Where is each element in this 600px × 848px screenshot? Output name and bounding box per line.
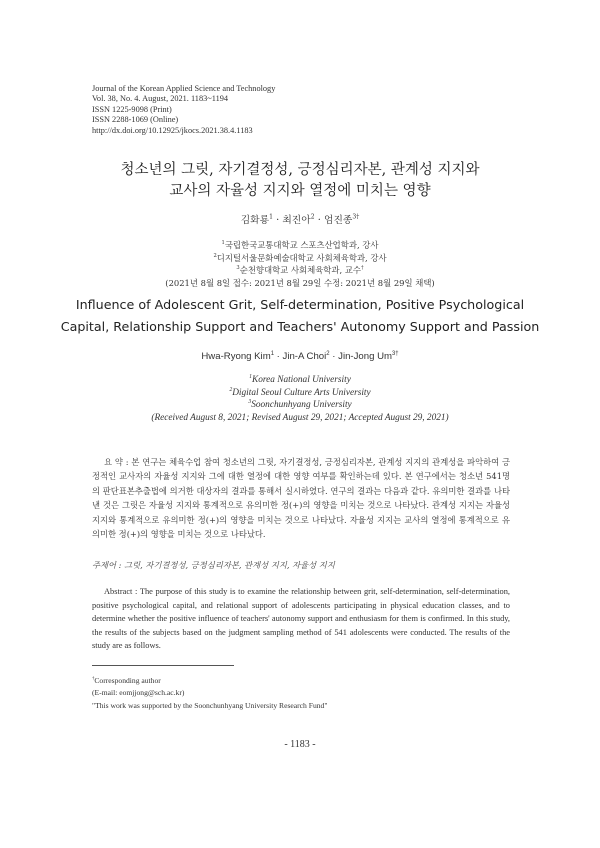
english-title-line-2: Capital, Relationship Support and Teachers' Autonomy Support and Passion [60,319,540,334]
author-sup: 2 [326,350,330,357]
korean-abstract [92,455,510,541]
author-name: Hwa-Ryong Kim [201,351,271,362]
english-abstract-text: The purpose of this study is to examine the relationship between grit, self-determination, self-determination, positive psychological capital, and relational support of adolescents participating in physical education classes, and to determine whether the positive influence of teachers' autonomy support and enthusiasm for them is confirmed. In this study, the results of the subjects based on the judgment sampling method of 541 adolescents were conducted. The results of the study are as follows. [92,587,510,651]
english-abstract-label: Abstract : [104,587,138,596]
korean-abstract-text: 본 연구는 체육수업 참여 청소년의 그릿, 자기결정성, 긍정심리자본, 관계성 지지의 관계성을 파악하여 긍정적인 교사자의 자율성 지지와 그에 대한 열정에 대한 영향 여부를 확인하는데 있다. 본 연구에서는 청소년 541명의 판단표본추출법에 의거한 대상자의 결과를 통해서 실시하였다. 연구의 결과는 다음과 같다. 유의미한 결과를 나타낸 것은 그릿은 자율성 지지와 통계적으로 유의미한 정(+)의 영향을 미치는 것으로 나타났다. 관계성 지지는 자율성 지지와 통계적으로 유의미한 정(+)의 영향을 미치는 것으로 나타났다. 자율성 지지는 교사의 열정에 통계적으로 유의미한 정(+)의 영향을 미치는 것으로 나타났다. [92,457,510,540]
journal-header [92,84,492,136]
affiliation [0,399,600,412]
english-abstract [92,585,510,653]
affiliation [0,252,600,265]
author-sup: 1 [270,350,274,357]
affiliation-sup: 3 [236,265,240,272]
footnotes [92,675,512,712]
english-title-line-1: Influence of Adolescent Grit, Self-determination, Positive Psychological [75,297,525,312]
affiliation-text: 디지털서울문화예술대학교 사회체육학과, 강사 [216,252,387,263]
affiliation-text: Digital Seoul Culture Arts University [232,387,371,398]
english-title [40,294,560,338]
keywords-text: 그릿, 자기결정성, 긍정심리자본, 관계성 지지, 자율성 지지 [124,560,335,570]
korean-affiliations [0,239,600,289]
affiliation [0,239,600,252]
affiliation-sup: 3 [248,399,252,406]
affiliation [0,374,600,387]
author-sup: 3† [352,213,360,221]
journal-volume: Vol. 38, No. 4. August, 2021. 1183~1194 [92,94,229,104]
author-name: 엄진종 [323,215,353,226]
korean-title-line-1: 청소년의 그릿, 자기결정성, 긍정심리자본, 관계성 지지와 [120,162,480,178]
affiliation-sup: 2 [229,386,233,393]
korean-title [0,160,600,202]
corresponding-author-text: Corresponding author [94,676,161,685]
affiliation-text: 국립한국교통대학교 스포츠산업학과, 강사 [224,240,379,250]
author-sup: 3† [392,350,399,357]
author-sup: 2 [310,213,315,221]
email-note[interactable]: (E-mail: eomjjong@sch.ac.kr) [92,688,185,698]
author-separator: · [276,215,280,226]
affiliation-sup: 2 [213,252,217,259]
funding-note: "This work was supported by the Soonchunhyang University Research Fund" [92,700,328,710]
author-separator: · [276,351,280,362]
keywords-label: 주제어 : [92,560,122,570]
dagger-mark: † [92,676,95,682]
author-sup: 1 [269,213,273,221]
korean-authors [0,212,600,226]
issn-print: ISSN 1225-9098 (Print) [92,104,172,114]
page-number: - 1183 - [284,739,316,750]
affiliation-text: Korea National University [252,375,351,385]
author-name: Jin-Jong Um [338,351,392,362]
footnote-divider [92,665,234,666]
affiliation-sup: 1 [249,373,253,380]
korean-dates: (2021년 8월 8일 접수: 2021년 8월 29일 수정: 2021년 8월 29일 채택) [165,277,435,288]
author-separator: · [332,351,336,362]
issn-online: ISSN 2288-1069 (Online) [92,115,179,125]
corresponding-author-note [92,675,512,687]
affiliation [0,264,600,277]
affiliation [0,387,600,400]
author-name: 김화룡 [240,215,270,226]
affiliation-text: Soonchunhyang University [251,400,352,411]
korean-abstract-label: 요 약 : [104,457,129,467]
affiliation-sup: 1 [221,240,225,247]
doi-link[interactable]: http://dx.doi.org/10.12925/jkocs.2021.38.4.1183 [92,125,253,135]
korean-title-line-2: 교사의 자율성 지지와 열정에 미치는 영향 [169,183,431,199]
journal-name: Journal of the Korean Applied Science and Technology [92,84,276,93]
author-separator: · [317,215,321,226]
author-name: Jin-A Choi [282,351,327,362]
english-dates: (Received August 8, 2021; Revised August 29, 2021; Accepted August 29, 2021) [151,412,449,423]
english-affiliations [0,374,600,424]
keywords [92,559,510,571]
affiliation-text: 순천향대학교 사회체육학과, 교수 [239,265,361,276]
author-name: 최진아 [282,215,311,226]
corresponding-mark: † [360,265,364,272]
english-authors [0,351,600,362]
